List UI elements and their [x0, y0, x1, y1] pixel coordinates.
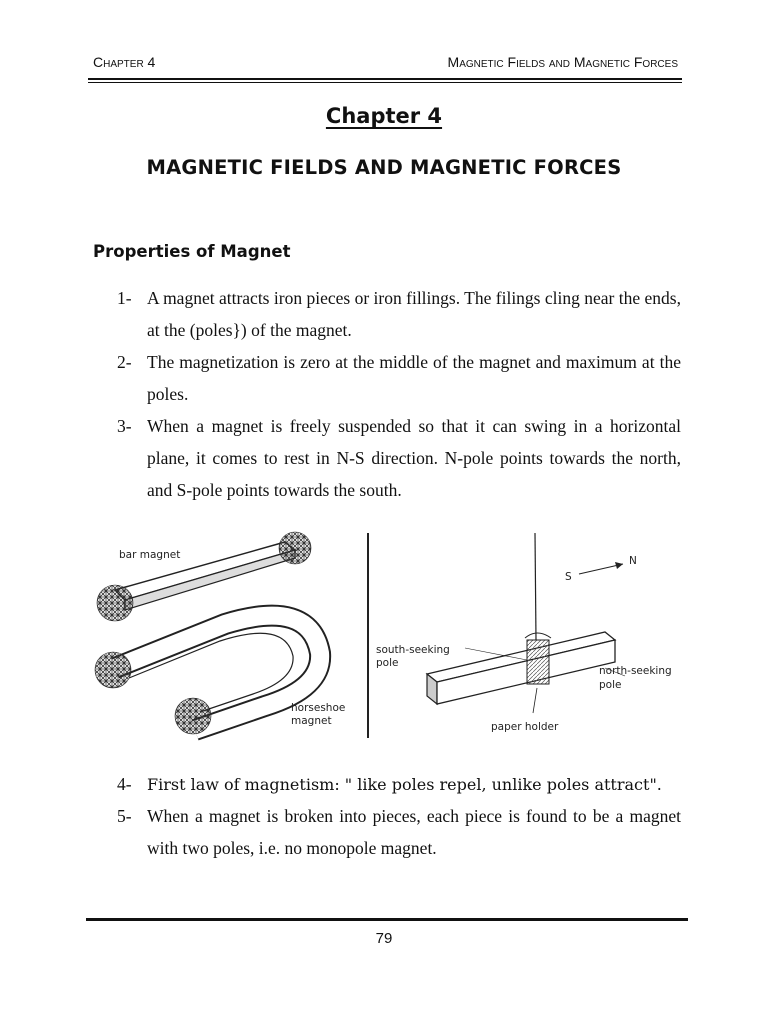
first-law-statement: : " like poles repel, unlike poles attract". [334, 775, 662, 794]
list-item-number: 4- [117, 774, 132, 794]
north-pole-label-line2: pole [599, 679, 622, 691]
footer-rule [86, 918, 688, 921]
list-item-5 [117, 800, 681, 864]
header-rule-thin [88, 82, 682, 83]
first-law-term: First law of magnetism [147, 775, 335, 794]
list-item-text: When a magnet is broken into pieces, each piece is found to be a magnet with two poles, i.e. no monopole magnet. [147, 806, 681, 858]
horseshoe-label-line2: magnet [291, 715, 332, 727]
paper-holder-label: paper holder [491, 721, 559, 733]
running-header-right: Magnetic Fields and Magnetic Forces [447, 54, 678, 70]
compass-arrow-head [615, 562, 623, 569]
bar-magnet-label: bar magnet [119, 549, 181, 561]
header-rule [88, 78, 682, 80]
list-item-text: The magnetization is zero at the middle of the magnet and maximum at the poles. [147, 352, 681, 404]
south-pole-label-line2: pole [376, 657, 399, 669]
list-item-text: A magnet attracts iron pieces or iron fillings. The filings cling near the ends, at the (poles}) of the magnet. [147, 288, 681, 340]
suspended-magnet-drawing [427, 533, 625, 713]
list-item-number: 5- [117, 806, 132, 826]
page-number: 79 [375, 930, 393, 947]
horseshoe-magnet-drawing [95, 616, 320, 734]
south-pole-label-line1: south-seeking [376, 644, 450, 656]
horseshoe-label-line1: horseshoe [291, 702, 346, 714]
running-header-left: Chapter 4 [93, 54, 156, 70]
list-item-number: 3- [117, 416, 132, 436]
list-item-3 [117, 410, 681, 506]
list-item-2 [117, 346, 681, 410]
magnets-figure [85, 528, 685, 748]
section-heading: Properties of Magnet [93, 242, 291, 261]
list-item-1 [117, 282, 681, 346]
list-item-number: 1- [117, 288, 132, 308]
list-item-text: When a magnet is freely suspended so that it can swing in a horizontal plane, it comes to rest in N-S direction. N-pole points towards the north, and S-pole points towards the south. [147, 416, 681, 500]
north-pole-label-line1: north-seeking [599, 665, 672, 677]
list-item-number: 2- [117, 352, 132, 372]
compass-s-label: S [565, 571, 572, 583]
chapter-label [0, 104, 768, 128]
chapter-title: MAGNETIC FIELDS AND MAGNETIC FORCES [146, 156, 622, 179]
compass-n-label: N [629, 555, 637, 567]
list-item-4 [117, 768, 681, 801]
list-item-text [147, 768, 681, 801]
chapter-label-text: Chapter 4 [325, 104, 443, 128]
